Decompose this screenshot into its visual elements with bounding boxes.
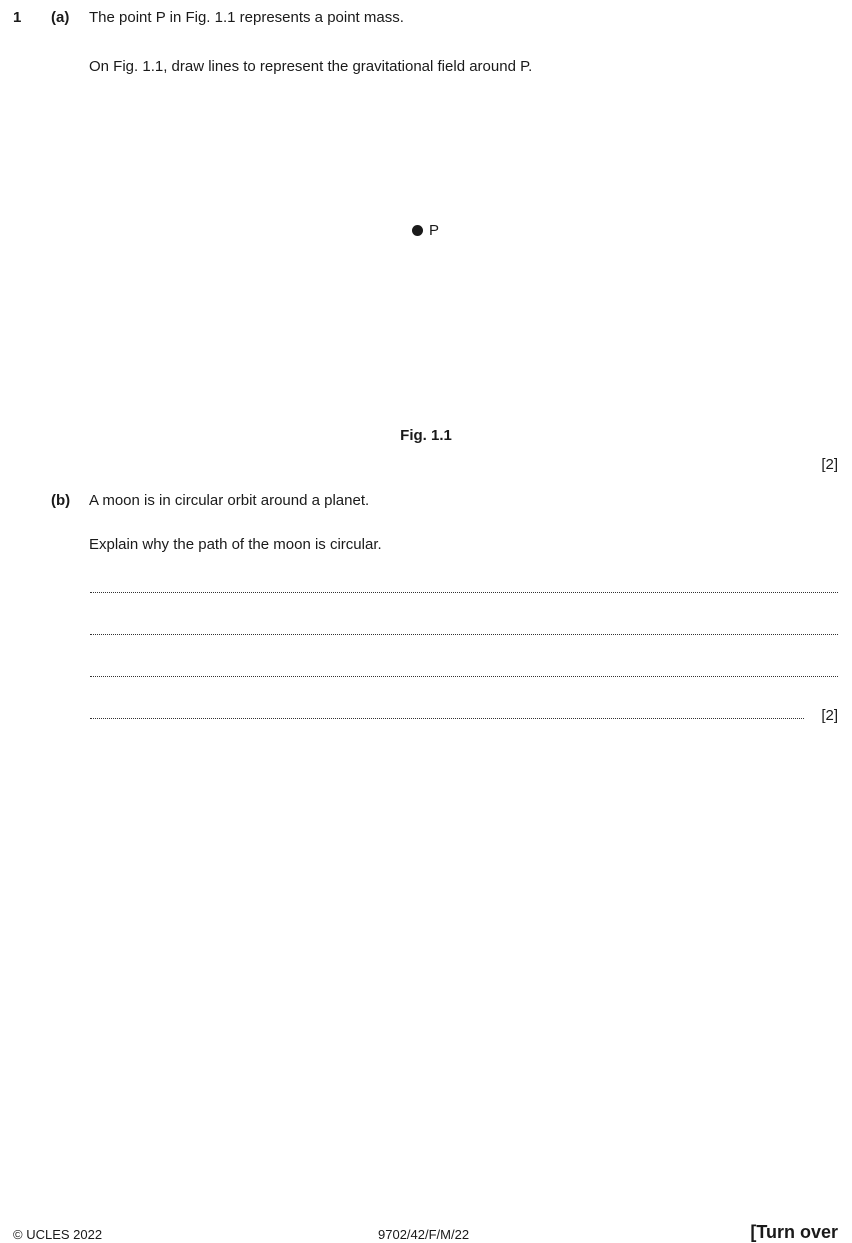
part-a-instruction: On Fig. 1.1, draw lines to represent the gravitational field around P. bbox=[89, 58, 533, 75]
point-label: P bbox=[429, 222, 440, 239]
answer-line[interactable] bbox=[90, 718, 804, 719]
footer-paper-code: 9702/42/F/M/22 bbox=[378, 1227, 470, 1242]
part-a-label: (a) bbox=[51, 9, 70, 26]
figure-caption: Fig. 1.1 bbox=[400, 427, 452, 444]
part-b-marks: [2] bbox=[821, 707, 838, 724]
answer-line[interactable] bbox=[90, 592, 838, 593]
figure-point-mass[interactable] bbox=[412, 222, 439, 239]
point-mass-dot-icon bbox=[412, 225, 423, 236]
part-b-instruction: Explain why the path of the moon is circular. bbox=[89, 536, 382, 553]
answer-line[interactable] bbox=[90, 634, 838, 635]
part-b-label: (b) bbox=[51, 492, 71, 509]
part-b-text: A moon is in circular orbit around a planet. bbox=[89, 492, 370, 509]
footer-copyright: © UCLES 2022 bbox=[13, 1227, 103, 1242]
footer-turn-over: [Turn over bbox=[750, 1222, 838, 1242]
answer-line[interactable] bbox=[90, 676, 838, 677]
part-a-marks: [2] bbox=[821, 456, 838, 473]
question-number: 1 bbox=[13, 9, 22, 26]
part-a-text: The point P in Fig. 1.1 represents a point mass. bbox=[89, 9, 404, 26]
